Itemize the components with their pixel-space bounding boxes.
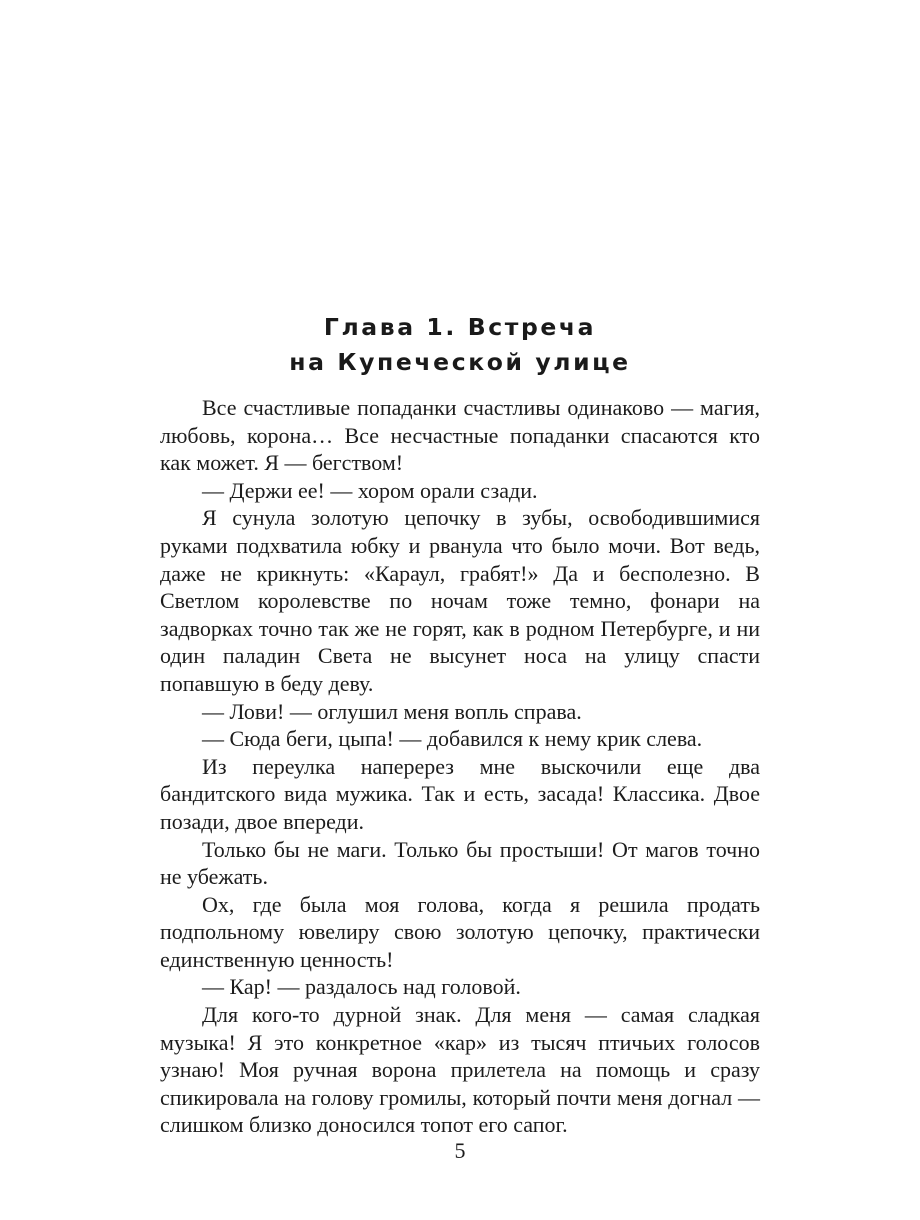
paragraph: Только бы не маги. Только бы простыши! От магов точно не убежать. — [160, 836, 760, 890]
page-number: 5 — [454, 1138, 466, 1163]
paragraph: Ох, где была моя голова, когда я решила продать подпольному ювелиру свою золотую цепочку, практически единственную ценность! — [160, 891, 760, 972]
paragraph: — Лови! — оглушил меня вопль справа. — [202, 698, 582, 724]
chapter-title-line-1: Глава 1. Встреча — [323, 313, 597, 341]
paragraph: Для кого-то дурной знак. Для меня — самая сладкая музыка! Я это конкретное «кар» из тысяч птичьих голосов узнаю! Моя ручная ворона прилетела на помощь и сразу спикировала на голову громилы, который почти меня догнал — слишком близко доносился топот его сапог. — [160, 1002, 760, 1138]
paragraph: — Кар! — раздалось над головой. — [202, 974, 521, 1000]
paragraph: Из переулка наперерез мне выскочили еще два бандитского вида мужика. Так и есть, засада! Классика. Двое позади, двое впереди. — [160, 753, 760, 834]
paragraph: — Сюда беги, цыпа! — добавился к нему крик слева. — [202, 726, 703, 752]
chapter-body — [160, 394, 760, 1139]
chapter-title — [160, 310, 760, 380]
paragraph: Все счастливые попаданки счастливы одинаково — магия, любовь, корона… Все несчастные попаданки спасаются кто как может. Я — бегством! — [160, 395, 760, 476]
paragraph: — Держи ее! — хором орали сзади. — [202, 477, 538, 503]
chapter-title-line-2: на Купеческой улице — [289, 348, 631, 376]
paragraph: Я сунула золотую цепочку в зубы, освободившимися руками подхватила юбку и рванула что было мочи. Вот ведь, даже не крикнуть: «Караул, грабят!» Да и бесполезно. В Светлом королевстве по ночам тоже темно, фонари на задворках точно так же не горят, как в родном Петербурге, и ни один паладин Света не высунет носа на улицу спасти попавшую в беду деву. — [160, 505, 760, 696]
